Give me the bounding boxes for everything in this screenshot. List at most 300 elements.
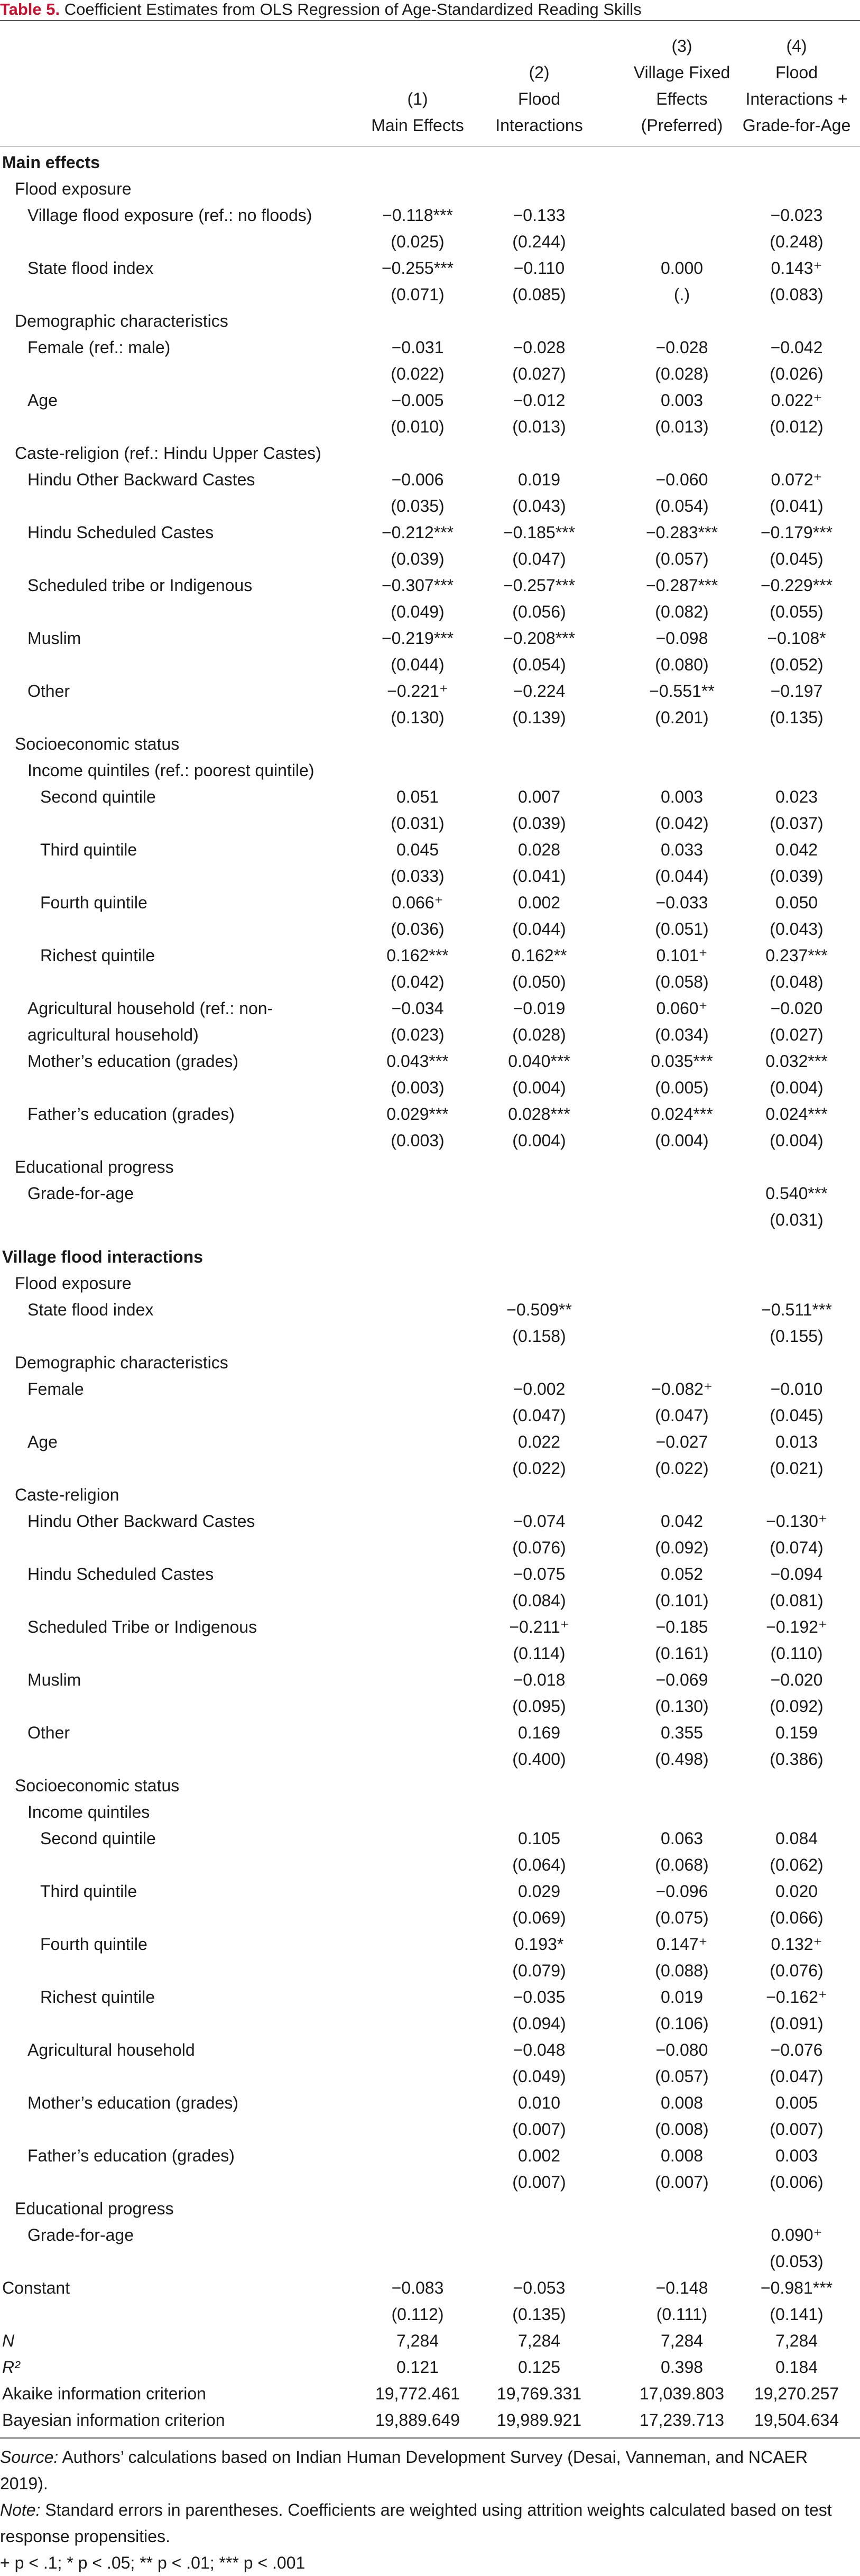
table-cell: (0.007) xyxy=(512,2173,566,2192)
group-heading xyxy=(0,731,860,757)
row-label: Flood exposure xyxy=(15,1274,132,1293)
table-row xyxy=(0,1429,860,1455)
table-label: Table 5. xyxy=(0,0,60,19)
table-row xyxy=(0,1376,860,1402)
table-cell: 0.193* xyxy=(514,1935,564,1954)
table-cell: 0.147⁺ xyxy=(656,1935,708,1954)
row-label: Hindu Scheduled Castes xyxy=(27,1565,214,1584)
group-heading xyxy=(0,308,860,334)
table-cell: 0.003 xyxy=(660,787,704,806)
table-cell: −0.221⁺ xyxy=(387,682,448,701)
table-row xyxy=(0,2037,860,2063)
table-cell: (0.248) xyxy=(770,232,824,251)
table-cell: (0.498) xyxy=(655,1750,709,1769)
row-label: State flood index xyxy=(27,1300,154,1319)
table-cell: −0.018 xyxy=(513,1670,566,1689)
table-cell: (0.043) xyxy=(512,496,566,516)
table-row xyxy=(0,2142,860,2169)
table-row xyxy=(0,466,860,493)
table-cell: (0.161) xyxy=(655,1644,709,1663)
table-cell: −0.080 xyxy=(655,2040,708,2059)
table-cell: 0.022⁺ xyxy=(771,391,822,410)
table-cell: 17,239.713 xyxy=(639,2411,725,2430)
table-cell: −0.033 xyxy=(655,893,708,912)
table-cell: (0.386) xyxy=(770,1750,824,1769)
table-cell: (0.130) xyxy=(655,1697,709,1716)
table-cell: −0.082⁺ xyxy=(651,1379,713,1399)
table-cell: (0.088) xyxy=(655,1961,709,1980)
table-cell: (0.141) xyxy=(770,2305,824,2324)
table-cell: (0.080) xyxy=(655,655,709,674)
table-cell: −0.197 xyxy=(770,682,823,701)
table-cell: (0.076) xyxy=(770,1961,824,1980)
table-cell: (0.005) xyxy=(655,1078,709,1097)
table-row xyxy=(0,2275,860,2301)
table-cell: 0.101⁺ xyxy=(656,946,708,965)
row-label: R² xyxy=(2,2358,20,2377)
table-cell: 0.013 xyxy=(775,1432,818,1451)
table-cell: 0.045 xyxy=(396,840,439,859)
table-cell: −0.551** xyxy=(649,682,715,701)
table-cell: (0.037) xyxy=(770,814,824,833)
table-cell: −0.255*** xyxy=(381,259,454,278)
table-cell: (0.044) xyxy=(391,655,445,674)
source-label: Source: xyxy=(0,2448,59,2467)
row-label: Female (ref.: male) xyxy=(27,338,171,357)
table-cell: (0.091) xyxy=(770,2014,824,2033)
table-cell: 0.002 xyxy=(517,893,561,912)
row-label: Grade-for-age xyxy=(27,1184,134,1203)
table-cell: −0.307*** xyxy=(381,576,454,595)
table-row-se xyxy=(0,1746,860,1772)
table-cell: (0.036) xyxy=(391,919,445,939)
table-cell: (0.081) xyxy=(770,1591,824,1610)
column-header-line: Grade-for-Age xyxy=(742,116,851,135)
table-cell: 0.162** xyxy=(511,946,567,965)
table-cell: (0.039) xyxy=(770,867,824,886)
table-cell: 0.355 xyxy=(660,1723,704,1742)
table-cell: −0.162⁺ xyxy=(766,1988,827,2007)
table-row xyxy=(0,1048,860,1074)
table-row-se xyxy=(0,1022,860,1048)
table-cell: −0.133 xyxy=(513,206,566,225)
table-cell: −0.179*** xyxy=(760,523,833,542)
table-cell: 0.184 xyxy=(775,2358,818,2377)
table-row xyxy=(0,1878,860,1905)
table-cell: −0.005 xyxy=(391,391,444,410)
table-cell: 0.033 xyxy=(660,840,704,859)
table-cell: (0.158) xyxy=(512,1327,566,1346)
table-row-se xyxy=(0,1587,860,1614)
table-cell: (0.008) xyxy=(655,2120,709,2139)
row-label: Caste-religion xyxy=(15,1485,119,1504)
table-row-se xyxy=(0,1402,860,1429)
row-label: Constant xyxy=(2,2278,70,2297)
table-cell: (0.003) xyxy=(391,1078,445,1097)
table-row-se xyxy=(0,1905,860,1931)
table-cell: (0.047) xyxy=(512,549,566,568)
table-cell: (0.031) xyxy=(770,1210,824,1229)
group-heading xyxy=(0,1270,860,1296)
group-heading xyxy=(0,1772,860,1799)
column-header-line: Flood xyxy=(775,63,818,82)
table-cell: −0.981*** xyxy=(760,2278,833,2297)
table-cell: (0.084) xyxy=(512,1591,566,1610)
table-cell: (0.075) xyxy=(655,1908,709,1927)
table-cell: 0.005 xyxy=(775,2093,818,2112)
table-cell: (0.068) xyxy=(655,1855,709,1874)
table-cell: −0.224 xyxy=(513,682,566,701)
table-cell: −0.053 xyxy=(513,2278,566,2297)
table-row xyxy=(0,1296,860,1323)
table-cell: 7,284 xyxy=(396,2331,439,2350)
table-cell: (0.064) xyxy=(512,1855,566,1874)
table-cell: −0.208*** xyxy=(503,629,576,648)
row-label: Educational progress xyxy=(15,2199,174,2218)
table-cell: (0.135) xyxy=(512,2305,566,2324)
group-heading xyxy=(0,2195,860,2222)
table-cell: (0.004) xyxy=(512,1131,566,1150)
table-cell: (0.041) xyxy=(770,496,824,516)
table-cell: (0.006) xyxy=(770,2173,824,2192)
table-cell: 0.162*** xyxy=(386,946,449,965)
row-label: Second quintile xyxy=(40,787,156,806)
group-heading xyxy=(0,1154,860,1180)
table-cell: (0.054) xyxy=(655,496,709,516)
table-cell: 0.035*** xyxy=(651,1052,713,1071)
table-rule xyxy=(0,20,860,21)
table-cell: 19,504.634 xyxy=(754,2411,839,2430)
table-cell: 0.019 xyxy=(517,470,561,489)
table-row-se xyxy=(0,361,860,387)
table-cell: 0.008 xyxy=(660,2146,704,2165)
table-cell: 0.008 xyxy=(660,2093,704,2112)
table-cell: (0.047) xyxy=(512,1406,566,1425)
table-row-se xyxy=(0,1127,860,1154)
table-cell: −0.010 xyxy=(770,1379,823,1399)
note-text: Standard errors in parentheses. Coefficients are weighted using attrition weights calculated based on test response propensities. xyxy=(0,2500,832,2546)
table-cell: 0.002 xyxy=(517,2146,561,2165)
table-row-se xyxy=(0,1323,860,1349)
table-cell: 0.060⁺ xyxy=(656,999,708,1018)
table-cell: (0.049) xyxy=(391,602,445,621)
table-cell: 0.125 xyxy=(517,2358,561,2377)
table-cell: (0.003) xyxy=(391,1131,445,1150)
table-cell: −0.034 xyxy=(391,999,444,1018)
table-cell: (0.114) xyxy=(513,1644,566,1663)
table-cell: 0.121 xyxy=(396,2358,439,2377)
table-cell: (0.042) xyxy=(655,814,709,833)
row-label: Income quintiles xyxy=(27,1802,150,1821)
row-label: State flood index xyxy=(27,259,154,278)
table-cell: −0.060 xyxy=(655,470,708,489)
table-cell: (0.055) xyxy=(770,602,824,621)
table-row-se xyxy=(0,1074,860,1101)
table-cell: 0.029 xyxy=(517,1882,561,1901)
table-cell: −0.020 xyxy=(770,999,823,1018)
table-cell: 0.003 xyxy=(660,391,704,410)
table-cell: 0.066⁺ xyxy=(392,893,443,912)
row-label: Fourth quintile xyxy=(40,893,147,912)
table-cell: (0.004) xyxy=(655,1131,709,1150)
table-row xyxy=(0,334,860,361)
table-cell: (0.039) xyxy=(512,814,566,833)
table-cell: (0.052) xyxy=(770,655,824,674)
table-cell: (0.027) xyxy=(512,364,566,383)
table-cell: 0.028 xyxy=(517,840,561,859)
table-row xyxy=(0,1508,860,1534)
table-cell: 0.050 xyxy=(775,893,818,912)
table-row xyxy=(0,1719,860,1746)
row-label: Socioeconomic status xyxy=(15,734,180,753)
table-cell: (0.047) xyxy=(655,1406,709,1425)
table-row-se xyxy=(0,2010,860,2037)
table-cell: 7,284 xyxy=(517,2331,561,2350)
table-cell: (0.082) xyxy=(655,602,709,621)
table-cell: −0.048 xyxy=(513,2040,566,2059)
row-label: Father’s education (grades) xyxy=(27,1105,235,1124)
table-row xyxy=(0,942,860,969)
table-row xyxy=(0,836,860,863)
table-cell: −0.287*** xyxy=(645,576,718,595)
table-cell: (0.026) xyxy=(770,364,824,383)
column-header-line: Main Effects xyxy=(371,116,464,135)
row-label: Hindu Scheduled Castes xyxy=(27,523,214,542)
row-label: Age xyxy=(27,1432,58,1451)
row-label: Flood exposure xyxy=(15,179,132,198)
stats-row xyxy=(0,2354,860,2380)
table-cell: −0.028 xyxy=(513,338,566,357)
table-cell: (0.031) xyxy=(391,814,445,833)
stats-row xyxy=(0,2327,860,2354)
table-cell: (0.112) xyxy=(391,2305,444,2324)
table-title: Coefficient Estimates from OLS Regression of Age-Standardized Reading Skills xyxy=(64,0,642,19)
table-cell: (0.007) xyxy=(512,2120,566,2139)
table-cell: (0.094) xyxy=(512,2014,566,2033)
table-cell: 0.007 xyxy=(517,787,561,806)
row-label: Fourth quintile xyxy=(40,1935,147,1954)
table-cell: −0.108* xyxy=(767,629,826,648)
row-label: N xyxy=(2,2331,15,2350)
table-cell: −0.012 xyxy=(513,391,566,410)
table-cell: 0.020 xyxy=(775,1882,818,1901)
table-cell: −0.020 xyxy=(770,1670,823,1689)
table-cell: (0.012) xyxy=(770,417,824,436)
table-cell: (0.028) xyxy=(512,1025,566,1044)
table-cell: −0.098 xyxy=(655,629,708,648)
row-label: Village flood interactions xyxy=(2,1247,203,1266)
table-cell: 0.159 xyxy=(775,1723,818,1742)
group-heading xyxy=(0,1482,860,1508)
table-cell: (0.130) xyxy=(391,708,445,727)
table-cell: (0.201) xyxy=(655,708,709,727)
table-cell: 0.052 xyxy=(660,1565,704,1584)
table-cell: 19,989.921 xyxy=(496,2411,582,2430)
table-row-se xyxy=(0,228,860,255)
table-cell: −0.023 xyxy=(770,206,823,225)
row-label: Other xyxy=(27,682,70,701)
table-row xyxy=(0,995,860,1022)
table-cell: 0.237*** xyxy=(765,946,828,965)
table-row-se xyxy=(0,493,860,519)
table-row-se xyxy=(0,2116,860,2142)
table-row xyxy=(0,202,860,228)
table-row xyxy=(0,889,860,916)
table-cell: (0.057) xyxy=(655,2067,709,2086)
row-label: Agricultural household (ref.: non- xyxy=(27,999,273,1018)
table-cell: −0.028 xyxy=(655,338,708,357)
table-cell: 0.000 xyxy=(660,259,704,278)
table-cell: −0.511*** xyxy=(761,1300,832,1319)
table-row xyxy=(0,519,860,546)
table-cell: −0.074 xyxy=(513,1512,566,1531)
table-cell: (0.004) xyxy=(770,1131,824,1150)
table-cell: (0.054) xyxy=(512,655,566,674)
row-label: Third quintile xyxy=(40,840,137,859)
row-label: Richest quintile xyxy=(40,1988,155,2007)
table-row-se xyxy=(0,1957,860,1984)
table-cell: 0.024*** xyxy=(651,1105,713,1124)
stats-row xyxy=(0,2380,860,2407)
table-cell: (0.058) xyxy=(655,972,709,991)
row-label: Third quintile xyxy=(40,1882,137,1901)
group-heading xyxy=(0,757,860,784)
table-cell: (0.101) xyxy=(655,1591,709,1610)
row-label: Hindu Other Backward Castes xyxy=(27,1512,255,1531)
row-label: Father’s education (grades) xyxy=(27,2146,235,2165)
table-cell: −0.076 xyxy=(770,2040,823,2059)
table-cell: −0.212*** xyxy=(381,523,454,542)
table-cell: (0.048) xyxy=(770,972,824,991)
table-cell: 0.143⁺ xyxy=(771,259,822,278)
table-cell: (0.079) xyxy=(512,1961,566,1980)
table-cell: −0.035 xyxy=(513,1988,566,2007)
row-label: Caste-religion (ref.: Hindu Upper Castes) xyxy=(15,444,321,463)
table-cell: −0.042 xyxy=(770,338,823,357)
table-cell: 0.003 xyxy=(775,2146,818,2165)
table-row xyxy=(0,1825,860,1852)
table-cell: 0.051 xyxy=(396,787,439,806)
group-heading xyxy=(0,1349,860,1376)
table-row-se xyxy=(0,1207,860,1233)
table-cell: −0.083 xyxy=(391,2278,444,2297)
table-cell: 7,284 xyxy=(660,2331,704,2350)
table-cell: 17,039.803 xyxy=(639,2384,725,2403)
table-cell: (0.050) xyxy=(512,972,566,991)
table-row xyxy=(0,387,860,413)
table-cell: (0.092) xyxy=(770,1697,824,1716)
row-label: Second quintile xyxy=(40,1829,156,1848)
row-label: Demographic characteristics xyxy=(15,1353,228,1372)
table-row-se xyxy=(0,2063,860,2090)
row-label: Educational progress xyxy=(15,1157,174,1176)
table-cell: 0.028*** xyxy=(508,1105,570,1124)
group-heading xyxy=(0,1799,860,1825)
table-cell: 0.040*** xyxy=(508,1052,570,1071)
row-label: Age xyxy=(27,391,58,410)
table-cell: −0.211⁺ xyxy=(509,1617,569,1636)
table-caption xyxy=(0,0,642,19)
table-cell: (0.039) xyxy=(391,549,445,568)
table-cell: 0.105 xyxy=(517,1829,561,1848)
table-cell: −0.075 xyxy=(513,1565,566,1584)
table-cell: 0.022 xyxy=(517,1432,561,1451)
table-cell: (0.034) xyxy=(655,1025,709,1044)
table-cell: 0.084 xyxy=(775,1829,818,1848)
table-cell: −0.229*** xyxy=(760,576,833,595)
table-row-se xyxy=(0,2248,860,2275)
significance-note: + p < .1; * p < .05; ** p < .01; *** p < .001 xyxy=(0,2553,306,2572)
table-row-se xyxy=(0,704,860,731)
table-cell: −0.185 xyxy=(655,1617,708,1636)
table-cell: (0.095) xyxy=(512,1697,566,1716)
table-row xyxy=(0,2090,860,2116)
table-cell: 0.043*** xyxy=(386,1052,449,1071)
table-cell: (0.041) xyxy=(512,867,566,886)
table-row-se xyxy=(0,599,860,625)
table-row xyxy=(0,625,860,651)
table-row-se xyxy=(0,1640,860,1667)
row-label: Socioeconomic status xyxy=(15,1776,180,1795)
table-cell: (0.045) xyxy=(770,1406,824,1425)
table-cell: 0.042 xyxy=(660,1512,704,1531)
table-cell: (0.010) xyxy=(391,417,445,436)
table-cell: 0.063 xyxy=(660,1829,704,1848)
table-row-se xyxy=(0,2301,860,2327)
table-cell: −0.283*** xyxy=(645,523,718,542)
table-cell: (0.013) xyxy=(512,417,566,436)
table-cell: 0.032*** xyxy=(765,1052,828,1071)
table-row-se xyxy=(0,916,860,942)
section-heading xyxy=(0,149,860,176)
table-cell: −0.509** xyxy=(506,1300,572,1319)
table-cell: −0.027 xyxy=(655,1432,708,1451)
table-cell: 19,772.461 xyxy=(375,2384,460,2403)
table-cell: −0.110 xyxy=(513,259,565,278)
table-cell: (0.023) xyxy=(391,1025,445,1044)
table-cell: 19,889.649 xyxy=(375,2411,460,2430)
row-label: Female xyxy=(27,1379,84,1399)
table-note xyxy=(0,2497,860,2550)
note-label: Note: xyxy=(0,2500,41,2519)
table-cell: −0.006 xyxy=(391,470,444,489)
table-cell: (0.085) xyxy=(512,285,566,304)
table-cell: 0.024*** xyxy=(765,1105,828,1124)
row-label: Other xyxy=(27,1723,70,1742)
table-row xyxy=(0,2222,860,2248)
table-cell: (0.004) xyxy=(512,1078,566,1097)
table-row xyxy=(0,1931,860,1957)
table-cell: (0.135) xyxy=(770,708,824,727)
table-cell: (0.066) xyxy=(770,1908,824,1927)
table-row xyxy=(0,784,860,810)
row-label: Scheduled Tribe or Indigenous xyxy=(27,1617,257,1636)
table-cell: (0.111) xyxy=(656,2305,708,2324)
table-cell: (0.028) xyxy=(655,364,709,383)
table-cell: −0.096 xyxy=(655,1882,708,1901)
row-label: Hindu Other Backward Castes xyxy=(27,470,255,489)
table-cell: −0.219*** xyxy=(381,629,454,648)
table-cell: 0.010 xyxy=(517,2093,561,2112)
table-row-se xyxy=(0,651,860,678)
table-cell: (0.033) xyxy=(391,867,445,886)
table-cell: (0.139) xyxy=(512,708,566,727)
table-cell: (0.035) xyxy=(391,496,445,516)
row-label: Mother’s education (grades) xyxy=(27,1052,239,1071)
group-heading xyxy=(0,176,860,202)
table-cell: (0.044) xyxy=(512,919,566,939)
table-cell: −0.130⁺ xyxy=(766,1512,827,1531)
